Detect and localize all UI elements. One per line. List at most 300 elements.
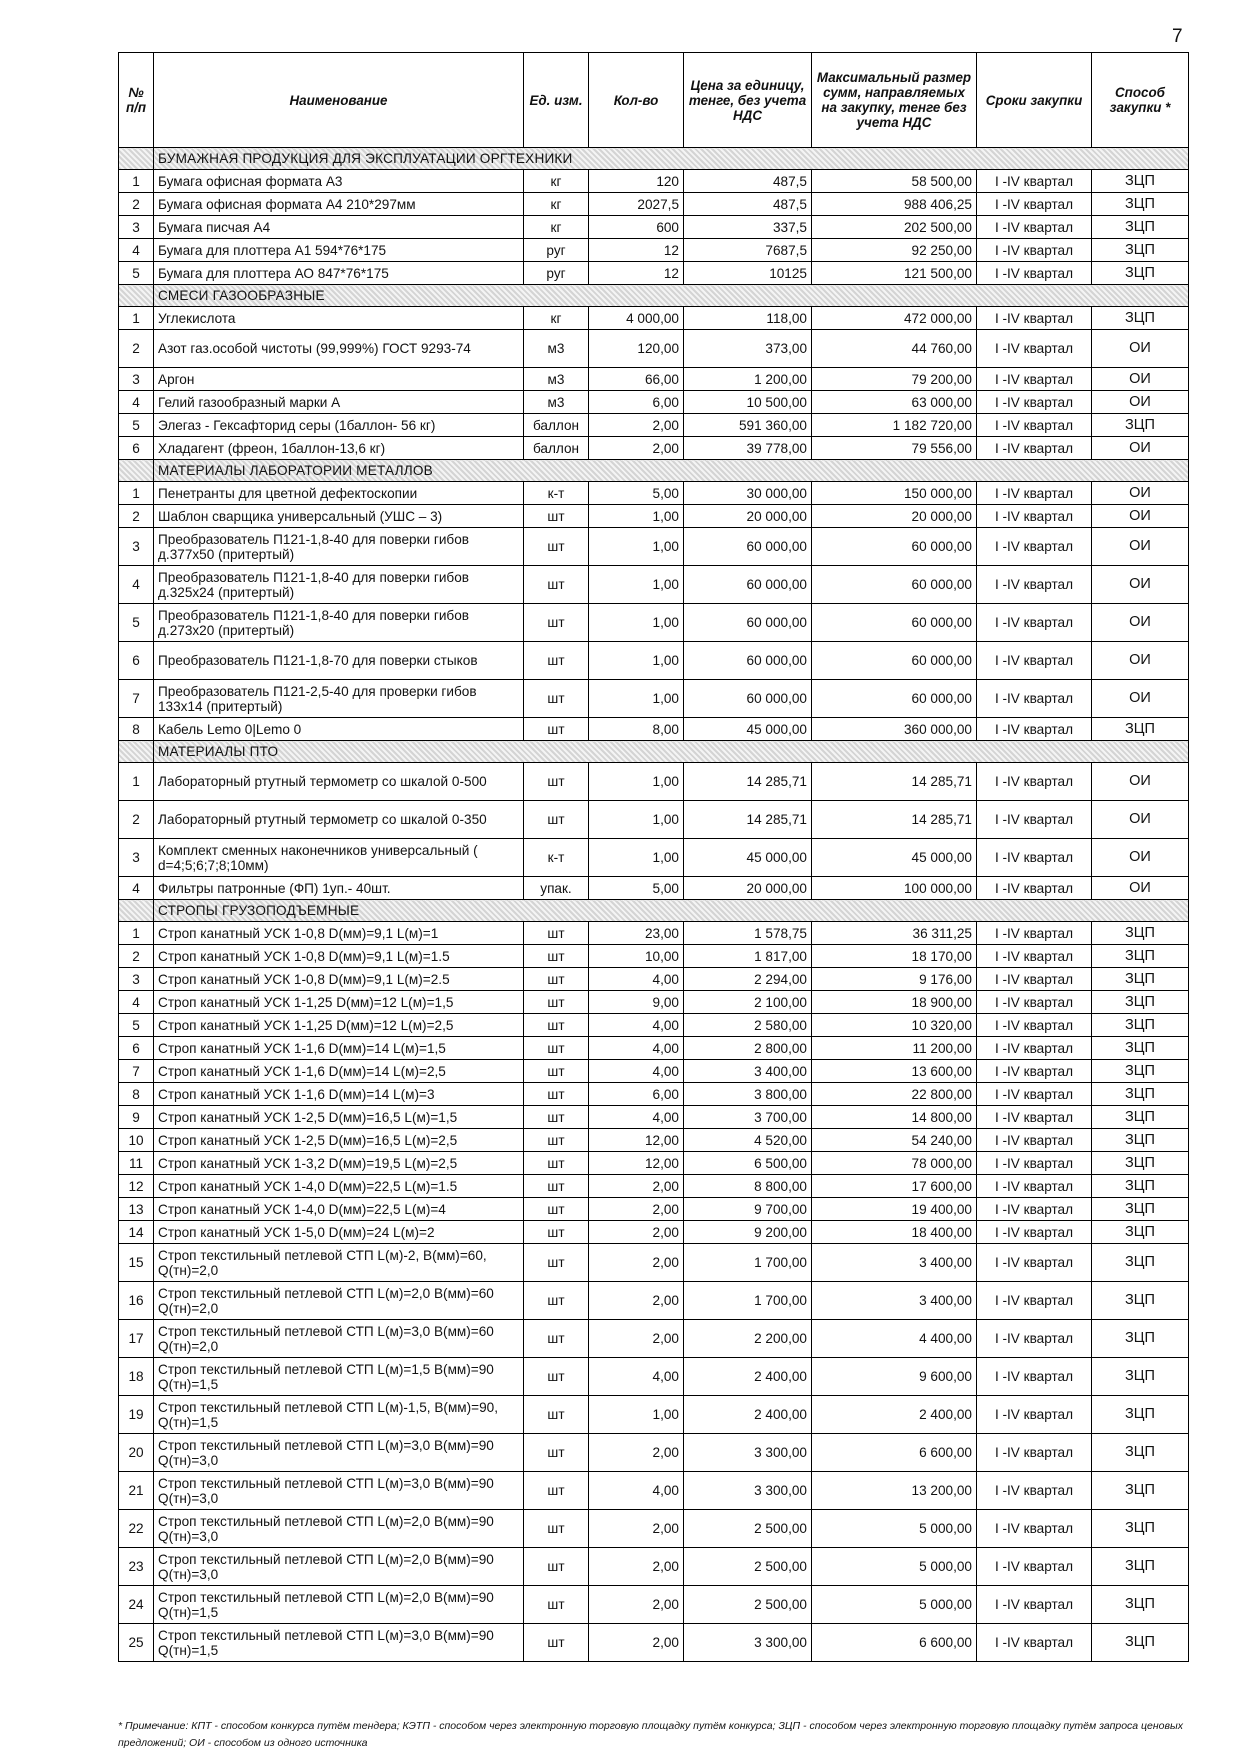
item-max-sum: 78 000,00 — [812, 1152, 977, 1175]
item-purchase-term: I -IV квартал — [977, 1037, 1092, 1060]
item-purchase-term: I -IV квартал — [977, 1396, 1092, 1434]
page-number: 7 — [1172, 26, 1183, 47]
item-name: Строп текстильный петлевой СТП L(м)=3,0 B(мм)=90 Q(тн)=3,0 — [154, 1472, 524, 1510]
item-unit-price: 2 500,00 — [684, 1586, 812, 1624]
item-quantity: 2,00 — [589, 1434, 684, 1472]
item-max-sum: 13 200,00 — [812, 1472, 977, 1510]
item-unit: шт — [524, 1175, 589, 1198]
item-name: Строп канатный УСК 1-0,8 D(мм)=9,1 L(м)=2.5 — [154, 968, 524, 991]
item-name: Строп текстильный петлевой СТП L(м)=2,0 B(мм)=90 Q(тн)=3,0 — [154, 1548, 524, 1586]
item-purchase-term: I -IV квартал — [977, 1175, 1092, 1198]
item-quantity: 4,00 — [589, 1037, 684, 1060]
item-unit-price: 20 000,00 — [684, 877, 812, 900]
item-name: Строп текстильный петлевой СТП L(м)=2,0 B(мм)=90 Q(тн)=3,0 — [154, 1510, 524, 1548]
item-quantity: 9,00 — [589, 991, 684, 1014]
item-purchase-method: ЗЦП — [1092, 262, 1189, 285]
table-row — [119, 330, 1189, 368]
section-blank-cell — [119, 460, 154, 482]
item-unit-price: 2 500,00 — [684, 1510, 812, 1548]
item-purchase-term: I -IV квартал — [977, 1510, 1092, 1548]
row-number: 3 — [119, 839, 154, 877]
table-header-row — [119, 53, 1189, 148]
row-number: 3 — [119, 528, 154, 566]
item-name: Преобразователь П121-1,8-40 для поверки гибов д.377х50 (притертый) — [154, 528, 524, 566]
item-quantity: 1,00 — [589, 763, 684, 801]
item-unit-price: 1 700,00 — [684, 1244, 812, 1282]
item-name: Строп канатный УСК 1-5,0 D(мм)=24 L(м)=2 — [154, 1221, 524, 1244]
header-unit: Ед. изм. — [524, 53, 589, 148]
header-price: Цена за единицу, тенге, без учета НДС — [684, 53, 812, 148]
item-unit-price: 60 000,00 — [684, 528, 812, 566]
row-number: 4 — [119, 239, 154, 262]
item-purchase-method: ЗЦП — [1092, 1434, 1189, 1472]
table-row — [119, 505, 1189, 528]
item-unit: баллон — [524, 437, 589, 460]
item-quantity: 2,00 — [589, 1548, 684, 1586]
item-quantity: 4,00 — [589, 1014, 684, 1037]
item-purchase-term: I -IV квартал — [977, 839, 1092, 877]
item-purchase-method: ОИ — [1092, 368, 1189, 391]
item-name: Строп канатный УСК 1-0,8 D(мм)=9,1 L(м)=1 — [154, 922, 524, 945]
item-purchase-term: I -IV квартал — [977, 1244, 1092, 1282]
section-blank-cell — [119, 148, 154, 170]
item-purchase-term: I -IV квартал — [977, 528, 1092, 566]
header-num: № п/п — [119, 53, 154, 148]
item-unit: шт — [524, 1037, 589, 1060]
item-unit-price: 1 200,00 — [684, 368, 812, 391]
table-row — [119, 839, 1189, 877]
header-name: Наименование — [154, 53, 524, 148]
row-number: 20 — [119, 1434, 154, 1472]
item-max-sum: 121 500,00 — [812, 262, 977, 285]
item-purchase-term: I -IV квартал — [977, 1548, 1092, 1586]
item-unit-price: 7687,5 — [684, 239, 812, 262]
item-unit-price: 45 000,00 — [684, 839, 812, 877]
table-row — [119, 922, 1189, 945]
item-max-sum: 11 200,00 — [812, 1037, 977, 1060]
item-unit-price: 1 700,00 — [684, 1282, 812, 1320]
item-purchase-method: ЗЦП — [1092, 1320, 1189, 1358]
item-purchase-term: I -IV квартал — [977, 414, 1092, 437]
item-max-sum: 22 800,00 — [812, 1083, 977, 1106]
row-number: 12 — [119, 1175, 154, 1198]
table-row — [119, 1060, 1189, 1083]
item-max-sum: 18 400,00 — [812, 1221, 977, 1244]
item-purchase-term: I -IV квартал — [977, 1624, 1092, 1662]
item-purchase-term: I -IV квартал — [977, 991, 1092, 1014]
item-name: Строп текстильный петлевой СТП L(м)=3,0 B(мм)=60 Q(тн)=2,0 — [154, 1320, 524, 1358]
item-purchase-method: ОИ — [1092, 642, 1189, 680]
item-purchase-method: ЗЦП — [1092, 1175, 1189, 1198]
row-number: 2 — [119, 801, 154, 839]
table-row — [119, 968, 1189, 991]
item-quantity: 2,00 — [589, 1198, 684, 1221]
row-number: 4 — [119, 877, 154, 900]
item-purchase-method: ОИ — [1092, 482, 1189, 505]
item-name: Строп канатный УСК 1-2,5 D(мм)=16,5 L(м)=1,5 — [154, 1106, 524, 1129]
row-number: 5 — [119, 262, 154, 285]
item-max-sum: 18 900,00 — [812, 991, 977, 1014]
item-purchase-term: I -IV квартал — [977, 1320, 1092, 1358]
item-name: Лабораторный ртутный термометр со шкалой 0-350 — [154, 801, 524, 839]
item-unit-price: 1 817,00 — [684, 945, 812, 968]
item-max-sum: 6 600,00 — [812, 1434, 977, 1472]
row-number: 4 — [119, 566, 154, 604]
row-number: 11 — [119, 1152, 154, 1175]
item-unit-price: 10 500,00 — [684, 391, 812, 414]
item-unit: руг — [524, 239, 589, 262]
item-purchase-term: I -IV квартал — [977, 801, 1092, 839]
item-quantity: 4,00 — [589, 1060, 684, 1083]
item-unit-price: 3 300,00 — [684, 1434, 812, 1472]
item-max-sum: 92 250,00 — [812, 239, 977, 262]
item-name: Фильтры патронные (ФП) 1уп.- 40шт. — [154, 877, 524, 900]
row-number: 1 — [119, 307, 154, 330]
row-number: 18 — [119, 1358, 154, 1396]
item-purchase-method: ОИ — [1092, 330, 1189, 368]
item-purchase-term: I -IV квартал — [977, 877, 1092, 900]
item-quantity: 4,00 — [589, 1106, 684, 1129]
table-row — [119, 1014, 1189, 1037]
item-unit-price: 60 000,00 — [684, 680, 812, 718]
item-quantity: 5,00 — [589, 482, 684, 505]
table-row — [119, 193, 1189, 216]
item-unit: к-т — [524, 482, 589, 505]
row-number: 25 — [119, 1624, 154, 1662]
item-unit: кг — [524, 307, 589, 330]
item-purchase-term: I -IV квартал — [977, 307, 1092, 330]
item-quantity: 1,00 — [589, 680, 684, 718]
footnote: * Примечание: КПТ - способом конкурса путём тендера; КЭТП - способом через электронную торговую площадку путём конкурса; ЗЦП - способом через электронную торговую площадку путём запроса ценовых предложений; ОИ - способом из одного источника — [118, 1720, 1183, 1749]
item-purchase-method: ЗЦП — [1092, 1472, 1189, 1510]
item-quantity: 10,00 — [589, 945, 684, 968]
item-purchase-method: ОИ — [1092, 437, 1189, 460]
table-row — [119, 307, 1189, 330]
item-quantity: 2,00 — [589, 1282, 684, 1320]
table-row — [119, 1320, 1189, 1358]
item-unit-price: 3 300,00 — [684, 1624, 812, 1662]
section-title: МАТЕРИАЛЫ ПТО — [154, 741, 1189, 763]
item-unit: шт — [524, 801, 589, 839]
item-purchase-term: I -IV квартал — [977, 1152, 1092, 1175]
table-row — [119, 763, 1189, 801]
item-unit: шт — [524, 1244, 589, 1282]
item-purchase-method: ЗЦП — [1092, 216, 1189, 239]
item-purchase-method: ЗЦП — [1092, 414, 1189, 437]
item-quantity: 2,00 — [589, 1510, 684, 1548]
item-purchase-method: ОИ — [1092, 566, 1189, 604]
item-unit-price: 45 000,00 — [684, 718, 812, 741]
item-max-sum: 150 000,00 — [812, 482, 977, 505]
row-number: 8 — [119, 718, 154, 741]
item-purchase-method: ЗЦП — [1092, 1129, 1189, 1152]
item-purchase-term: I -IV квартал — [977, 968, 1092, 991]
item-quantity: 1,00 — [589, 839, 684, 877]
item-unit: шт — [524, 1358, 589, 1396]
row-number: 4 — [119, 991, 154, 1014]
item-quantity: 4 000,00 — [589, 307, 684, 330]
table-row — [119, 262, 1189, 285]
item-unit-price: 2 500,00 — [684, 1548, 812, 1586]
procurement-table — [118, 52, 1189, 1662]
item-purchase-method: ОИ — [1092, 604, 1189, 642]
section-title: СТРОПЫ ГРУЗОПОДЪЕМНЫЕ — [154, 900, 1189, 922]
item-unit: шт — [524, 1221, 589, 1244]
row-number: 2 — [119, 945, 154, 968]
item-unit: шт — [524, 1510, 589, 1548]
item-unit-price: 30 000,00 — [684, 482, 812, 505]
header-term: Сроки закупки — [977, 53, 1092, 148]
table-row — [119, 368, 1189, 391]
item-purchase-method: ЗЦП — [1092, 968, 1189, 991]
item-max-sum: 100 000,00 — [812, 877, 977, 900]
item-unit: кг — [524, 216, 589, 239]
item-quantity: 4,00 — [589, 968, 684, 991]
item-name: Бумага писчая А4 — [154, 216, 524, 239]
item-name: Строп канатный УСК 1-1,25 D(мм)=12 L(м)=1,5 — [154, 991, 524, 1014]
item-quantity: 2027,5 — [589, 193, 684, 216]
item-unit: шт — [524, 505, 589, 528]
header-qty: Кол-во — [589, 53, 684, 148]
table-row — [119, 945, 1189, 968]
item-purchase-term: I -IV квартал — [977, 1472, 1092, 1510]
item-unit: шт — [524, 922, 589, 945]
item-purchase-method: ОИ — [1092, 680, 1189, 718]
item-quantity: 2,00 — [589, 1586, 684, 1624]
item-quantity: 12 — [589, 239, 684, 262]
item-unit: шт — [524, 1624, 589, 1662]
item-name: Аргон — [154, 368, 524, 391]
item-unit: шт — [524, 1083, 589, 1106]
item-max-sum: 5 000,00 — [812, 1586, 977, 1624]
item-name: Бумага офисная формата А4 210*297мм — [154, 193, 524, 216]
item-purchase-term: I -IV квартал — [977, 1434, 1092, 1472]
item-quantity: 12,00 — [589, 1129, 684, 1152]
item-unit: шт — [524, 1434, 589, 1472]
item-purchase-term: I -IV квартал — [977, 1358, 1092, 1396]
item-purchase-method: ЗЦП — [1092, 718, 1189, 741]
item-purchase-method: ОИ — [1092, 505, 1189, 528]
row-number: 2 — [119, 193, 154, 216]
item-name: Строп канатный УСК 1-0,8 D(мм)=9,1 L(м)=1.5 — [154, 945, 524, 968]
table-row — [119, 414, 1189, 437]
item-purchase-term: I -IV квартал — [977, 239, 1092, 262]
item-name: Строп текстильный петлевой СТП L(м)=1,5 B(мм)=90 Q(тн)=1,5 — [154, 1358, 524, 1396]
item-max-sum: 60 000,00 — [812, 528, 977, 566]
row-number: 1 — [119, 763, 154, 801]
item-max-sum: 5 000,00 — [812, 1510, 977, 1548]
table-row — [119, 604, 1189, 642]
item-max-sum: 202 500,00 — [812, 216, 977, 239]
item-unit-price: 9 200,00 — [684, 1221, 812, 1244]
item-unit: руг — [524, 262, 589, 285]
item-name: Бумага для плоттера АО 847*76*175 — [154, 262, 524, 285]
item-unit-price: 3 300,00 — [684, 1472, 812, 1510]
item-purchase-term: I -IV квартал — [977, 1060, 1092, 1083]
item-quantity: 1,00 — [589, 642, 684, 680]
item-name: Строп канатный УСК 1-1,25 D(мм)=12 L(м)=2,5 — [154, 1014, 524, 1037]
item-unit: к-т — [524, 839, 589, 877]
row-number: 13 — [119, 1198, 154, 1221]
item-purchase-term: I -IV квартал — [977, 505, 1092, 528]
section-title: МАТЕРИАЛЫ ЛАБОРАТОРИИ МЕТАЛЛОВ — [154, 460, 1189, 482]
item-name: Строп текстильный петлевой СТП L(м)=2,0 B(мм)=90 Q(тн)=1,5 — [154, 1586, 524, 1624]
item-unit: кг — [524, 170, 589, 193]
item-name: Строп текстильный петлевой СТП L(м)-1,5, B(мм)=90, Q(тн)=1,5 — [154, 1396, 524, 1434]
item-purchase-method: ОИ — [1092, 528, 1189, 566]
item-purchase-term: I -IV квартал — [977, 604, 1092, 642]
item-name: Хладагент (фреон, 1баллон-13,6 кг) — [154, 437, 524, 460]
item-unit-price: 9 700,00 — [684, 1198, 812, 1221]
item-name: Гелий газообразный марки А — [154, 391, 524, 414]
table-row — [119, 1175, 1189, 1198]
item-purchase-method: ЗЦП — [1092, 1198, 1189, 1221]
item-max-sum: 13 600,00 — [812, 1060, 977, 1083]
row-number: 2 — [119, 330, 154, 368]
item-max-sum: 472 000,00 — [812, 307, 977, 330]
row-number: 7 — [119, 1060, 154, 1083]
row-number: 1 — [119, 922, 154, 945]
section-header-row — [119, 285, 1189, 307]
row-number: 4 — [119, 391, 154, 414]
item-unit-price: 60 000,00 — [684, 566, 812, 604]
item-purchase-method: ОИ — [1092, 801, 1189, 839]
row-number: 8 — [119, 1083, 154, 1106]
item-quantity: 1,00 — [589, 1396, 684, 1434]
item-max-sum: 988 406,25 — [812, 193, 977, 216]
item-quantity: 6,00 — [589, 391, 684, 414]
item-max-sum: 2 400,00 — [812, 1396, 977, 1434]
item-unit-price: 373,00 — [684, 330, 812, 368]
item-unit: шт — [524, 763, 589, 801]
item-max-sum: 14 285,71 — [812, 763, 977, 801]
item-name: Кабель Lemo 0|Lemo 0 — [154, 718, 524, 741]
item-quantity: 8,00 — [589, 718, 684, 741]
item-max-sum: 20 000,00 — [812, 505, 977, 528]
item-name: Преобразователь П121-2,5-40 для проверки гибов 133х14 (притертый) — [154, 680, 524, 718]
item-quantity: 120 — [589, 170, 684, 193]
table-row — [119, 216, 1189, 239]
table-row — [119, 170, 1189, 193]
item-purchase-method: ЗЦП — [1092, 922, 1189, 945]
row-number: 19 — [119, 1396, 154, 1434]
item-purchase-term: I -IV квартал — [977, 642, 1092, 680]
item-unit: шт — [524, 566, 589, 604]
row-number: 1 — [119, 170, 154, 193]
table-row — [119, 391, 1189, 414]
item-purchase-method: ЗЦП — [1092, 239, 1189, 262]
item-unit: шт — [524, 1320, 589, 1358]
item-purchase-term: I -IV квартал — [977, 1014, 1092, 1037]
item-name: Азот газ.особой чистоты (99,999%) ГОСТ 9293-74 — [154, 330, 524, 368]
table-row — [119, 1106, 1189, 1129]
item-name: Преобразователь П121-1,8-70 для поверки стыков — [154, 642, 524, 680]
item-name: Строп канатный УСК 1-3,2 D(мм)=19,5 L(м)=2,5 — [154, 1152, 524, 1175]
section-blank-cell — [119, 285, 154, 307]
item-unit: шт — [524, 1472, 589, 1510]
table-row — [119, 1586, 1189, 1624]
header-sum: Максимальный размер сумм, направляемых на закупку, тенге без учета НДС — [812, 53, 977, 148]
row-number: 6 — [119, 437, 154, 460]
item-max-sum: 45 000,00 — [812, 839, 977, 877]
table-row — [119, 1037, 1189, 1060]
item-unit: м3 — [524, 368, 589, 391]
item-quantity: 2,00 — [589, 1320, 684, 1358]
item-unit: шт — [524, 1586, 589, 1624]
item-max-sum: 14 285,71 — [812, 801, 977, 839]
item-max-sum: 4 400,00 — [812, 1320, 977, 1358]
row-number: 23 — [119, 1548, 154, 1586]
item-name: Лабораторный ртутный термометр со шкалой 0-500 — [154, 763, 524, 801]
item-unit-price: 2 294,00 — [684, 968, 812, 991]
item-max-sum: 54 240,00 — [812, 1129, 977, 1152]
item-max-sum: 360 000,00 — [812, 718, 977, 741]
section-header-row — [119, 460, 1189, 482]
item-purchase-term: I -IV квартал — [977, 566, 1092, 604]
section-blank-cell — [119, 900, 154, 922]
item-purchase-method: ЗЦП — [1092, 1358, 1189, 1396]
item-quantity: 2,00 — [589, 1244, 684, 1282]
item-unit-price: 10125 — [684, 262, 812, 285]
row-number: 2 — [119, 505, 154, 528]
item-max-sum: 5 000,00 — [812, 1548, 977, 1586]
row-number: 9 — [119, 1106, 154, 1129]
row-number: 22 — [119, 1510, 154, 1548]
item-unit: шт — [524, 968, 589, 991]
item-unit: шт — [524, 1396, 589, 1434]
item-name: Строп текстильный петлевой СТП L(м)-2, B(мм)=60, Q(тн)=2,0 — [154, 1244, 524, 1282]
row-number: 5 — [119, 1014, 154, 1037]
item-name: Строп текстильный петлевой СТП L(м)=3,0 B(мм)=90 Q(тн)=3,0 — [154, 1434, 524, 1472]
item-purchase-term: I -IV квартал — [977, 216, 1092, 239]
section-title: СМЕСИ ГАЗООБРАЗНЫЕ — [154, 285, 1189, 307]
item-max-sum: 14 800,00 — [812, 1106, 977, 1129]
item-name: Углекислота — [154, 307, 524, 330]
item-max-sum: 17 600,00 — [812, 1175, 977, 1198]
item-unit-price: 487,5 — [684, 193, 812, 216]
row-number: 24 — [119, 1586, 154, 1624]
row-number: 17 — [119, 1320, 154, 1358]
item-max-sum: 79 200,00 — [812, 368, 977, 391]
item-purchase-term: I -IV квартал — [977, 1586, 1092, 1624]
table-row — [119, 801, 1189, 839]
section-header-row — [119, 148, 1189, 170]
item-max-sum: 60 000,00 — [812, 680, 977, 718]
item-max-sum: 44 760,00 — [812, 330, 977, 368]
table-row — [119, 1472, 1189, 1510]
item-quantity: 1,00 — [589, 528, 684, 566]
item-max-sum: 36 311,25 — [812, 922, 977, 945]
item-name: Строп текстильный петлевой СТП L(м)=2,0 B(мм)=60 Q(тн)=2,0 — [154, 1282, 524, 1320]
item-purchase-term: I -IV квартал — [977, 945, 1092, 968]
table-row — [119, 1624, 1189, 1662]
table-row — [119, 1152, 1189, 1175]
item-unit-price: 20 000,00 — [684, 505, 812, 528]
section-header-row — [119, 900, 1189, 922]
item-unit-price: 2 400,00 — [684, 1396, 812, 1434]
header-method: Способ закупки * — [1092, 53, 1189, 148]
item-purchase-method: ОИ — [1092, 839, 1189, 877]
section-header-row — [119, 741, 1189, 763]
item-purchase-term: I -IV квартал — [977, 1106, 1092, 1129]
row-number: 5 — [119, 414, 154, 437]
item-unit: шт — [524, 945, 589, 968]
table-body — [119, 148, 1189, 1662]
item-purchase-method: ЗЦП — [1092, 170, 1189, 193]
item-purchase-method: ЗЦП — [1092, 945, 1189, 968]
item-max-sum: 3 400,00 — [812, 1282, 977, 1320]
item-max-sum: 3 400,00 — [812, 1244, 977, 1282]
